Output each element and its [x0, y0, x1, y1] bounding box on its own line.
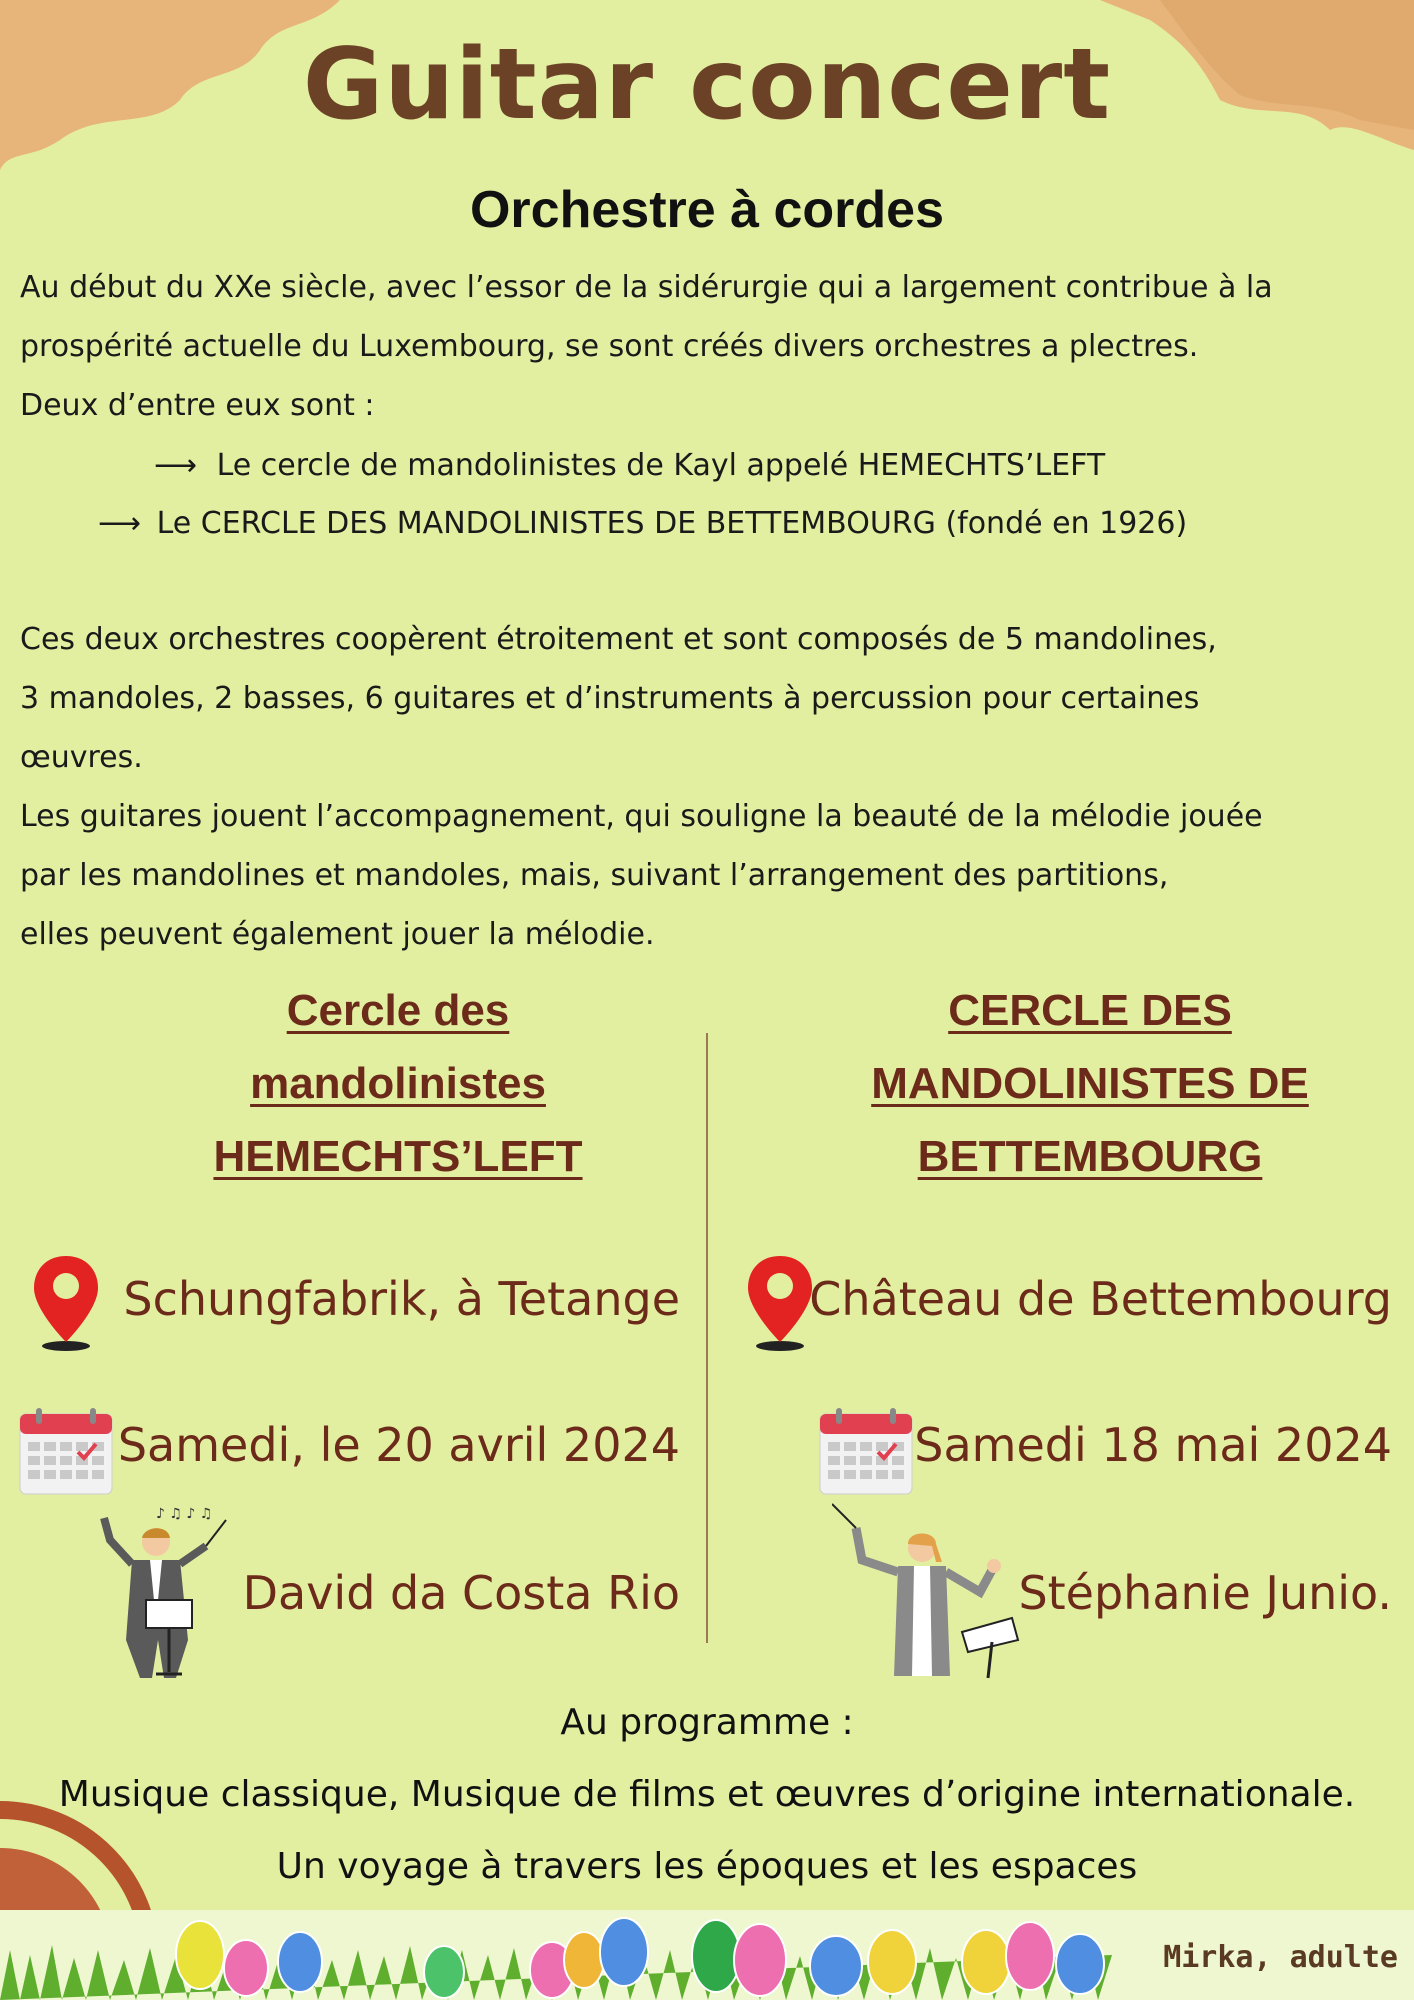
poster-title: Guitar concert	[302, 28, 1112, 142]
program-line-1: Musique classique, Musique de films et œuvres d’origine internationale.	[58, 1774, 1356, 1815]
calendar-icon	[18, 1406, 114, 1496]
conductor-illustration	[96, 1500, 236, 1680]
bullet-item	[98, 494, 1187, 553]
intro-line: Au début du XXe siècle, avec l’essor de la sidérurgie qui a largement contribue à la	[20, 270, 1273, 305]
column-divider	[706, 1033, 708, 1643]
left-location: Schungfabrik, à Tetange	[123, 1272, 680, 1326]
program-label: Au programme :	[560, 1702, 854, 1743]
bullet-item	[154, 436, 1105, 495]
intro-paragraph	[20, 258, 1400, 435]
heading-line: Cercle des	[286, 986, 510, 1035]
heading-line: HEMECHTS’LEFT	[213, 1132, 583, 1181]
left-conductor: David da Costa Rio	[242, 1566, 680, 1620]
location-pin-icon	[30, 1252, 102, 1352]
intro-line: prospérité actuelle du Luxembourg, se sont créés divers orchestres a plectres.	[20, 329, 1199, 364]
bullet-text: Le cercle de mandolinistes de Kayl appelé HEMECHTS’LEFT	[216, 448, 1106, 483]
intro-line: Deux d’entre eux sont :	[20, 388, 375, 423]
heading-line: mandolinistes	[250, 1059, 546, 1108]
body-line: par les mandolines et mandoles, mais, suivant l’arrangement des partitions,	[20, 858, 1169, 893]
arrow-icon: ⟶	[154, 448, 198, 483]
author-signature: Mirka, adulte	[1163, 1940, 1398, 1975]
conductor-illustration	[832, 1500, 1032, 1680]
poster-subtitle: Orchestre à cordes	[469, 181, 945, 239]
heading-line: BETTEMBOURG	[917, 1132, 1263, 1181]
body-line: œuvres.	[20, 740, 143, 775]
left-column-heading	[138, 974, 658, 1193]
body-paragraph	[20, 610, 1400, 964]
body-line: elles peuvent également jouer la mélodie.	[20, 917, 655, 952]
bullet-text: Le CERCLE DES MANDOLINISTES DE BETTEMBOURG (fondé en 1926)	[156, 506, 1188, 541]
calendar-icon	[818, 1406, 914, 1496]
arrow-icon: ⟶	[98, 506, 142, 541]
body-line: 3 mandoles, 2 basses, 6 guitares et d’instruments à percussion pour certaines	[20, 681, 1200, 716]
svg-text:♪ ♫ ♪ ♫: ♪ ♫ ♪ ♫	[156, 1506, 213, 1522]
left-date: Samedi, le 20 avril 2024	[117, 1418, 680, 1472]
heading-line: CERCLE DES	[948, 986, 1232, 1035]
location-pin-icon	[744, 1252, 816, 1352]
program-line-2: Un voyage à travers les époques et les espaces	[276, 1846, 1138, 1887]
right-conductor: Stéphanie Junio.	[1018, 1566, 1392, 1620]
right-column-heading	[830, 974, 1350, 1193]
body-line: Les guitares jouent l’accompagnement, qui souligne la beauté de la mélodie jouée	[20, 799, 1263, 834]
right-date: Samedi 18 mai 2024	[914, 1418, 1392, 1472]
heading-line: MANDOLINISTES DE	[871, 1059, 1309, 1108]
body-line: Ces deux orchestres coopèrent étroitement et sont composés de 5 mandolines,	[20, 622, 1217, 657]
right-location: Château de Bettembourg	[809, 1272, 1392, 1326]
